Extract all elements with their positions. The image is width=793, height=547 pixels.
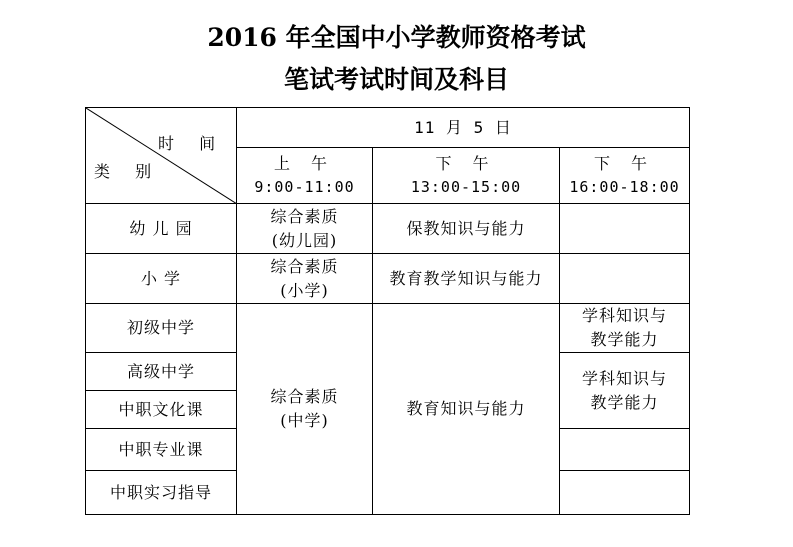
- subject-line: 教学能力: [590, 392, 659, 412]
- subject-cell: [560, 304, 690, 353]
- subject-line: 综合素质: [270, 387, 339, 406]
- category-cell: 中职专业课: [86, 429, 237, 471]
- table-row-junior: [86, 304, 690, 353]
- empty-cell: [560, 254, 690, 304]
- subject-line: (小学): [280, 280, 329, 300]
- header-corner-cell: [86, 108, 237, 204]
- subject-cell: [237, 204, 373, 254]
- category-cell: 小 学: [86, 254, 237, 304]
- empty-cell: [560, 471, 690, 515]
- subject-cell: 教育教学知识与能力: [373, 254, 560, 304]
- category-cell: 幼 儿 园: [86, 204, 237, 254]
- slot-time: 16:00-18:00: [569, 178, 680, 197]
- subject-line: 综合素质: [270, 256, 339, 276]
- category-cell: 中职文化课: [86, 391, 237, 429]
- empty-cell: [560, 429, 690, 471]
- slot-period: 下 午: [435, 154, 497, 174]
- subject-cell: [560, 353, 690, 429]
- category-cell: 中职实习指导: [86, 471, 237, 515]
- subject-cell: 保教知识与能力: [373, 204, 560, 254]
- schedule-table: [85, 107, 690, 515]
- header-slot-afternoon-2: [560, 148, 690, 204]
- empty-cell: [560, 204, 690, 254]
- category-cell: 高级中学: [86, 353, 237, 391]
- header-date: 11 月 5 日: [237, 108, 690, 148]
- category-cell: 初级中学: [86, 304, 237, 353]
- subject-line: 学科知识与: [581, 368, 667, 388]
- table-row-primary: [86, 254, 690, 304]
- slot-time: 9:00-11:00: [254, 178, 355, 197]
- table-row-kindergarten: [86, 204, 690, 254]
- subject-cell-secondary-s2: 教育知识与能力: [373, 304, 560, 515]
- page-subtitle: 笔试考试时间及科目: [283, 65, 509, 94]
- header-slot-morning: [237, 148, 373, 204]
- slot-period: 下 午: [593, 154, 656, 174]
- subject-line: 教学能力: [590, 330, 659, 349]
- diagonal-line: [86, 108, 237, 204]
- subject-line: (中学): [280, 411, 329, 430]
- header-slot-afternoon-1: [373, 148, 560, 204]
- subject-line: 学科知识与: [581, 306, 667, 325]
- header-category-label: 类 别: [94, 162, 162, 181]
- subject-cell: [237, 254, 373, 304]
- header-time-label: 时 间: [158, 134, 226, 153]
- slot-time: 13:00-15:00: [410, 178, 522, 197]
- subject-line: 综合素质: [270, 206, 339, 226]
- subject-cell-secondary-s1: [237, 304, 373, 515]
- slot-period: 上 午: [273, 154, 336, 174]
- page-title: 2016 年全国中小学教师资格考试: [207, 23, 586, 52]
- subject-line: (幼儿园): [271, 230, 338, 250]
